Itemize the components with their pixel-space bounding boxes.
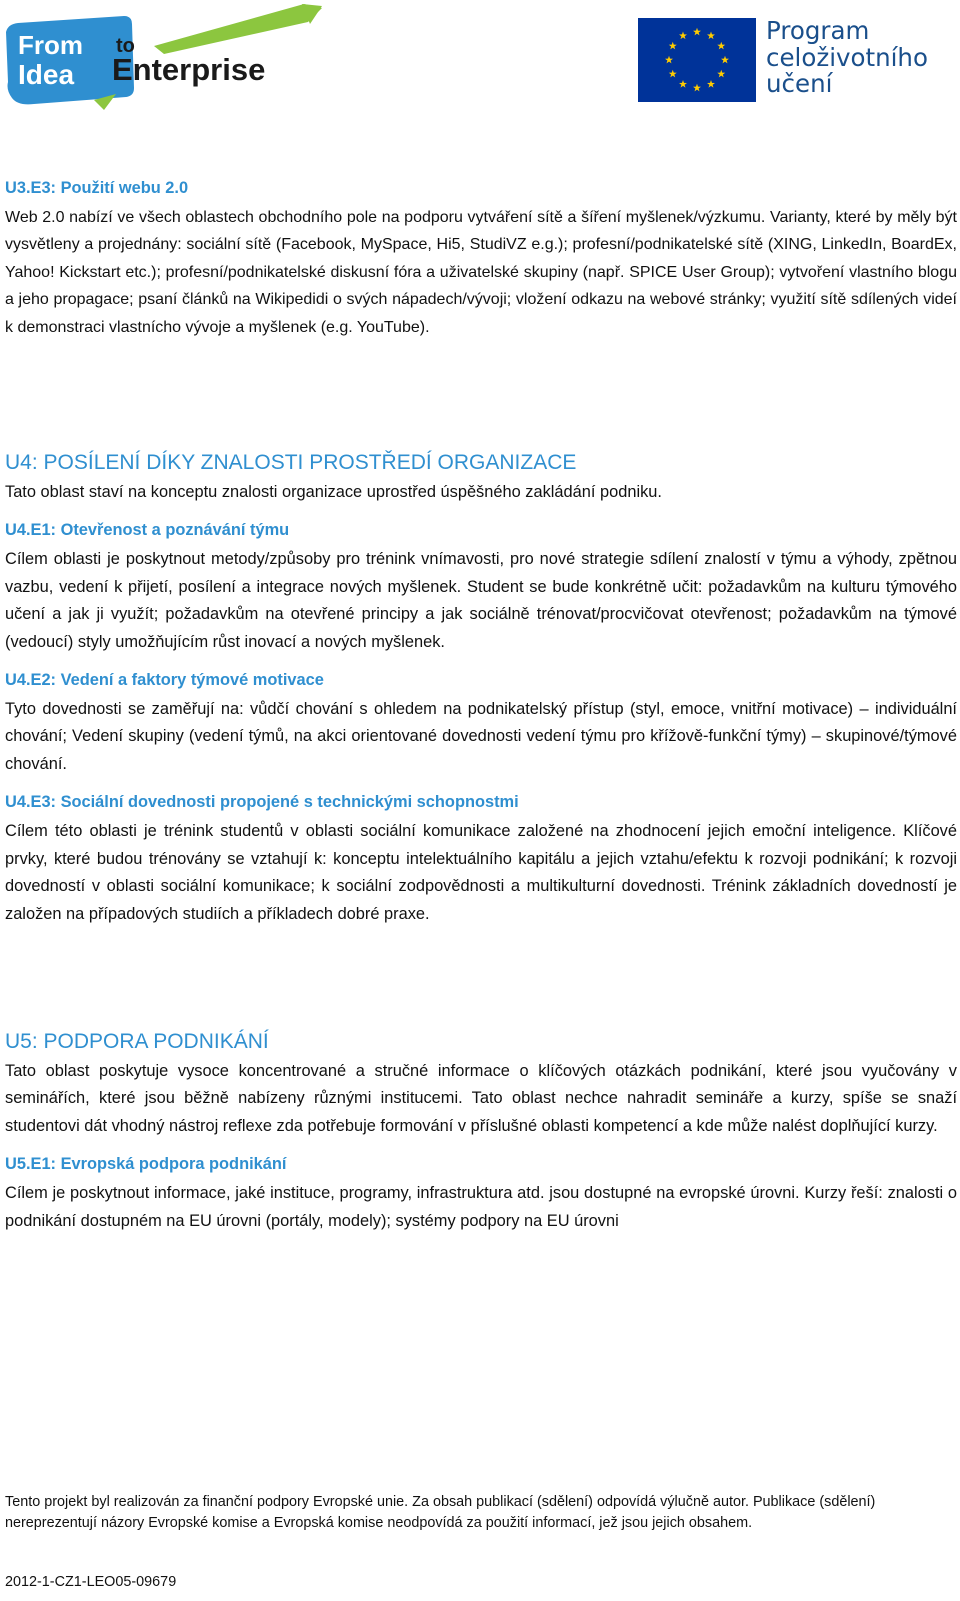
paragraph-u4: Tato oblast staví na konceptu znalosti organizace uprostřed úspěšného zakládání podniku. — [5, 483, 662, 502]
heading-u5e1: U5.E1: Evropská podpora podnikání — [5, 1155, 287, 1174]
eu-flag-icon — [638, 18, 756, 102]
lifelong-learning-programme-logo — [638, 14, 938, 104]
paragraph-u5e1: Cílem je poskytnout informace, jaké instituce, programy, infrastruktura atd. jsou dostupné na evropské úrovni. Kurzy řeší: znalosti o podnikání dostupném na EU úrovni (portály, modely); systémy podpory na EU úrovni — [5, 1184, 957, 1230]
heading-u4e2: U4.E2: Vedení a faktory týmové motivace — [5, 671, 324, 690]
project-code: 2012-1-CZ1-LEO05-09679 — [5, 1574, 177, 1590]
paragraph-u4e3: Cílem této oblasti je trénink studentů v oblasti sociální komunikace založené na zhodnocení jejich emoční inteligence. Klíčové prvky, které budou trénovány se vztahují k: konceptu intelektuálního kapitálu a jejich vztahu/efektu k rozvoji podnikání; k rozvoji dovedností v oblasti sociální komunikace; k sociální zodpovědnosti a multikulturní dovednosti. Trénink základních dovedností je založen na případových studiích a příkladech dobré praxe. — [5, 822, 957, 923]
svg-text:Idea: Idea — [18, 59, 75, 90]
program-title — [766, 18, 928, 98]
heading-u3e3: U3.E3: Použití webu 2.0 — [5, 179, 189, 197]
heading-u4e3: U4.E3: Sociální dovednosti propojené s technickými schopnostmi — [5, 793, 519, 812]
document-body — [5, 176, 957, 1235]
svg-text:From: From — [18, 30, 83, 60]
paragraph-u4e1: Cílem oblasti je poskytnout metody/způsoby pro trénink vnímavosti, pro nové strategie sdílení znalostí v týmu a výhody, zpětnou vazbu, vedení k přijetí, posílení a integrace nových myšlenek. Student se bude konkrétně učit: požadavkům na kulturu týmového učení a jak ji využít; požadavkům na otevřené principy a jak sociálně trénovat/procvičovat otevřenost; požadavkům na týmové (vedoucí) styly umožňujícím růst inovací a nových myšlenek. — [5, 550, 957, 651]
program-line-3: učení — [766, 69, 833, 98]
heading-u4e1: U4.E1: Otevřenost a poznávání týmu — [5, 521, 290, 540]
svg-text:to: to — [116, 35, 135, 57]
paragraph-u3e3: Web 2.0 nabízí ve všech oblastech obchodního pole na podporu vytváření sítě a šíření myšlenek/výzkumu. Varianty, které by měly být vysvětleny a projednány: sociální sítě (Facebook, MySpace, Hi5, StudiVZ e.g.); profesní/podnikatelské sítě (XING, LinkedIn, BoardEx, Yahoo! Kickstart etc.); profesní/podnikatelské diskusní fóra a uživatelské skupiny (např. SPICE User Group); vytvoření vlastního blogu a jeho propagace; psaní článků na Wikipedidi o svých nápadech/vývoji; vložení odkazu na webové stránky; využití sítě sdílených videí k demonstraci vlastnícho vývoje a myšlenek (e.g. YouTube). — [5, 209, 957, 336]
program-line-2: celoživotního — [766, 42, 928, 72]
program-line-1: Program — [766, 16, 870, 45]
heading-u5: U5: PODPORA PODNIKÁNÍ — [5, 1029, 269, 1053]
paragraph-u4e2: Tyto dovednosti se zaměřují na: vůdčí chování s ohledem na podnikatelský přístup (styl, emoce, vnitřní motivace) – individuální chování; Vedení skupiny (vedení týmů, na akci orientované dovednosti vedení týmu pro křížově-funkční týmy) – skupinové/týmové chování. — [5, 700, 957, 773]
eu-funding-disclaimer: Tento projekt byl realizován za finanční podpory Evropské unie. Za obsah publikací (sdělení) odpovídá výlučně autor. Publikace (sdělení) nereprezentují názory Evropské komise a Evropská komise neodpovídá za použití informací, jež jsou jejich obsahem. — [5, 1494, 876, 1531]
svg-text:Enterprise: Enterprise — [112, 52, 266, 87]
paragraph-u5: Tato oblast poskytuje vysoce koncentrované a stručné informace o klíčových otázkách podnikání, které jsou vyučovány v seminářích, které jsou běžně nabízeny různými institucemi. Tato oblast nechce nahradit semináře a kurzy, spíše se snaží studentovi dát vhodný nástroj reflexe zda potřebuje formování v příslušné oblasti kompetencí a kde může nalést doplňující kurzy. — [5, 1061, 957, 1135]
heading-u4: U4: POSÍLENÍ DÍKY ZNALOSTI PROSTŘEDÍ ORGANIZACE — [5, 451, 577, 475]
from-idea-to-enterprise-logo — [4, 2, 324, 112]
